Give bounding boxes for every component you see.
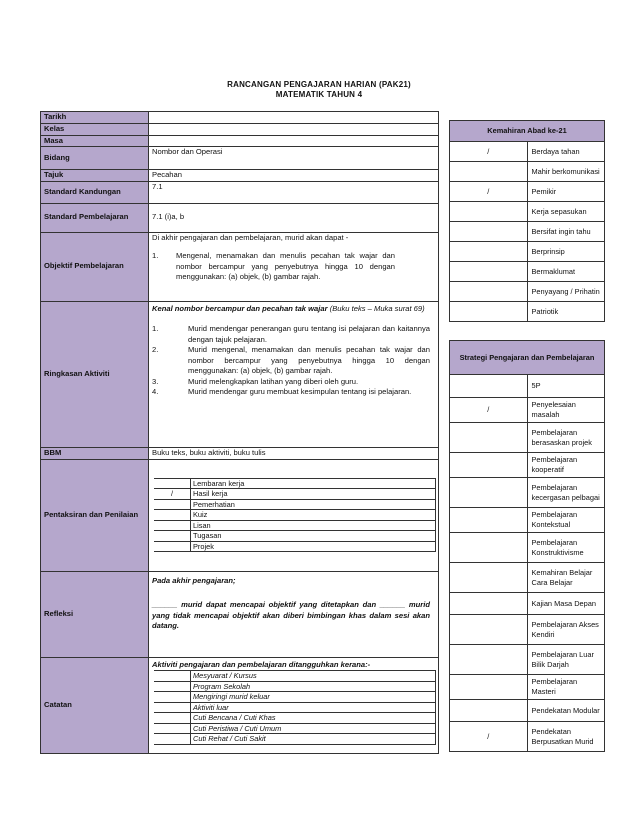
- pentaksiran-item: Projek: [154, 541, 436, 552]
- pentaksiran-item: Pemerhatian: [154, 499, 436, 510]
- row-bbm: [41, 447, 439, 459]
- catatan-heading: Aktiviti pengajaran dan pembelajaran ditangguhkan kerana:-: [152, 659, 371, 669]
- objektif-intro: Di akhir pengajaran dan pembelajaran, murid akan dapat -: [152, 232, 349, 242]
- kemahiran-item: Patriotik: [450, 302, 605, 322]
- kemahiran-item: / Berdaya tahan: [450, 142, 605, 162]
- value-refleksi: [149, 571, 439, 657]
- catatan-item: Mengiringi murid keluar: [154, 692, 436, 703]
- ringkasan-heading: Kenal nombor bercampur dan pecahan tak wajar: [152, 303, 328, 313]
- row-standard-pembelajaran: [41, 203, 439, 232]
- catatan-list: [154, 670, 436, 745]
- label-tajuk: Tajuk: [41, 170, 149, 182]
- pentaksiran-item: Tugasan: [154, 531, 436, 542]
- strategi-item: 5P: [450, 375, 605, 398]
- strategi-table: [449, 340, 605, 752]
- row-bidang: [41, 147, 439, 170]
- strategi-item: Pendekatan Modular: [450, 700, 605, 722]
- label-refleksi: Refleksi: [41, 571, 149, 657]
- value-tajuk: Pecahan: [149, 170, 439, 182]
- strategi-item: Pembelajaran Konstruktivisme: [450, 533, 605, 563]
- ringkasan-item: 2. Murid mengenal, menamakan dan menulis pecahan tak wajar dan nombor bercampur yang penyebutnya hingga 10 dengan menggunakan: (a) objek, (b) gambar rajah.: [152, 345, 430, 375]
- label-pentaksiran: Pentaksiran dan Penilaian: [41, 459, 149, 571]
- pentaksiran-item: / Hasil kerja: [154, 489, 436, 500]
- refleksi-line-1: Pada akhir pengajaran;: [152, 575, 236, 585]
- catatan-item: Aktiviti luar: [154, 702, 436, 713]
- strategi-item: Kajian Masa Depan: [450, 593, 605, 615]
- kemahiran-item: / Pemikir: [450, 182, 605, 202]
- ringkasan-item: 1. Murid mendengar penerangan guru tentang isi pelajaran dan kaitannya dengan tajuk pelajaran.: [152, 324, 430, 344]
- value-standard-kandungan: 7.1: [149, 181, 439, 203]
- catatan-item: Cuti Peristiwa / Cuti Umum: [154, 723, 436, 734]
- label-bidang: Bidang: [41, 147, 149, 170]
- row-tajuk: [41, 170, 439, 182]
- row-refleksi: [41, 571, 439, 657]
- row-tarikh: [41, 112, 439, 124]
- strategi-item: Pembelajaran kooperatif: [450, 453, 605, 478]
- strategi-item: Pembelajaran Masteri: [450, 675, 605, 700]
- document-title: [0, 80, 638, 100]
- strategi-item: / Pendekatan Berpusatkan Murid: [450, 722, 605, 752]
- kemahiran-item: Bersifat ingin tahu: [450, 222, 605, 242]
- strategi-item: / Penyelesaian masalah: [450, 398, 605, 423]
- kemahiran-item: Mahir berkomunikasi: [450, 162, 605, 182]
- label-catatan: Catatan: [41, 657, 149, 753]
- catatan-item: Program Sekolah: [154, 681, 436, 692]
- label-kelas: Kelas: [41, 123, 149, 135]
- strategi-item: Pembelajaran berasaskan projek: [450, 423, 605, 453]
- refleksi-line-2[interactable]: ______ murid dapat mencapai objektif yang ditetapkan dan ______ murid yang tidak mencapai objektif akan diberi bimbingan khas dalam sesi akan datang.: [152, 600, 430, 630]
- value-objektif: [149, 232, 439, 301]
- label-bbm: BBM: [41, 447, 149, 459]
- objektif-item: 1. Mengenal, menamakan dan menulis pecahan tak wajar dan nombor bercampur yang penyebutnya hingga 10 dengan menggunakan: (a) objek, (b) gambar rajah.: [152, 251, 395, 281]
- catatan-item: Mesyuarat / Kursus: [154, 671, 436, 682]
- value-standard-pembelajaran: 7.1 (i)a, b: [149, 203, 439, 232]
- strategi-item: Pembelajaran Kontekstual: [450, 508, 605, 533]
- value-bidang: Nombor dan Operasi: [149, 147, 439, 170]
- catatan-item: Cuti Rehat / Cuti Sakit: [154, 734, 436, 745]
- kemahiran-item: Bermaklumat: [450, 262, 605, 282]
- label-tarikh: Tarikh: [41, 112, 149, 124]
- lesson-plan-table: [40, 111, 439, 754]
- value-ringkasan: [149, 301, 439, 447]
- strategi-item: Pembelajaran kecergasan pelbagai: [450, 478, 605, 508]
- catatan-item: Cuti Bencana / Cuti Khas: [154, 713, 436, 724]
- label-standard-pembelajaran: Standard Pembelajaran: [41, 203, 149, 232]
- value-pentaksiran: [149, 459, 439, 571]
- row-masa: [41, 135, 439, 147]
- value-kelas[interactable]: [149, 123, 439, 135]
- strategi-title: Strategi Pengajaran dan Pembelajaran: [450, 341, 605, 375]
- kemahiran-item: Kerja sepasukan: [450, 202, 605, 222]
- value-catatan: [149, 657, 439, 753]
- value-tarikh[interactable]: [149, 112, 439, 124]
- row-catatan: [41, 657, 439, 753]
- pentaksiran-item: Lisan: [154, 520, 436, 531]
- ringkasan-ref: (Buku teks – Muka surat 69): [329, 303, 425, 313]
- value-masa[interactable]: [149, 135, 439, 147]
- row-objektif: [41, 232, 439, 301]
- row-standard-kandungan: [41, 181, 439, 203]
- row-kelas: [41, 123, 439, 135]
- strategi-item: Kemahiran Belajar Cara Belajar: [450, 563, 605, 593]
- label-objektif: Objektif Pembelajaran: [41, 232, 149, 301]
- kemahiran-table: [449, 120, 605, 322]
- strategi-item: Pembelajaran Akses Kendiri: [450, 615, 605, 645]
- label-masa: Masa: [41, 135, 149, 147]
- ringkasan-item: 3. Murid melengkapkan latihan yang diberi oleh guru.: [152, 376, 359, 386]
- pentaksiran-item: Lembaran kerja: [154, 478, 436, 489]
- kemahiran-item: Berprinsip: [450, 242, 605, 262]
- title-line-2: MATEMATIK TAHUN 4: [275, 90, 363, 99]
- kemahiran-item: Penyayang / Prihatin: [450, 282, 605, 302]
- strategi-item: Pembelajaran Luar Bilik Darjah: [450, 645, 605, 675]
- kemahiran-title: Kemahiran Abad ke-21: [450, 121, 605, 142]
- pentaksiran-list: [154, 478, 436, 553]
- value-bbm: Buku teks, buku aktiviti, buku tulis: [149, 447, 439, 459]
- row-pentaksiran: [41, 459, 439, 571]
- ringkasan-item: 4. Murid mendengar guru membuat kesimpulan tentang isi pelajaran.: [152, 387, 412, 396]
- label-ringkasan: Ringkasan Aktiviti: [41, 301, 149, 447]
- pentaksiran-item: Kuiz: [154, 510, 436, 521]
- title-line-1: RANCANGAN PENGAJARAN HARIAN (PAK21): [227, 80, 411, 89]
- row-ringkasan: [41, 301, 439, 447]
- label-standard-kandungan: Standard Kandungan: [41, 181, 149, 203]
